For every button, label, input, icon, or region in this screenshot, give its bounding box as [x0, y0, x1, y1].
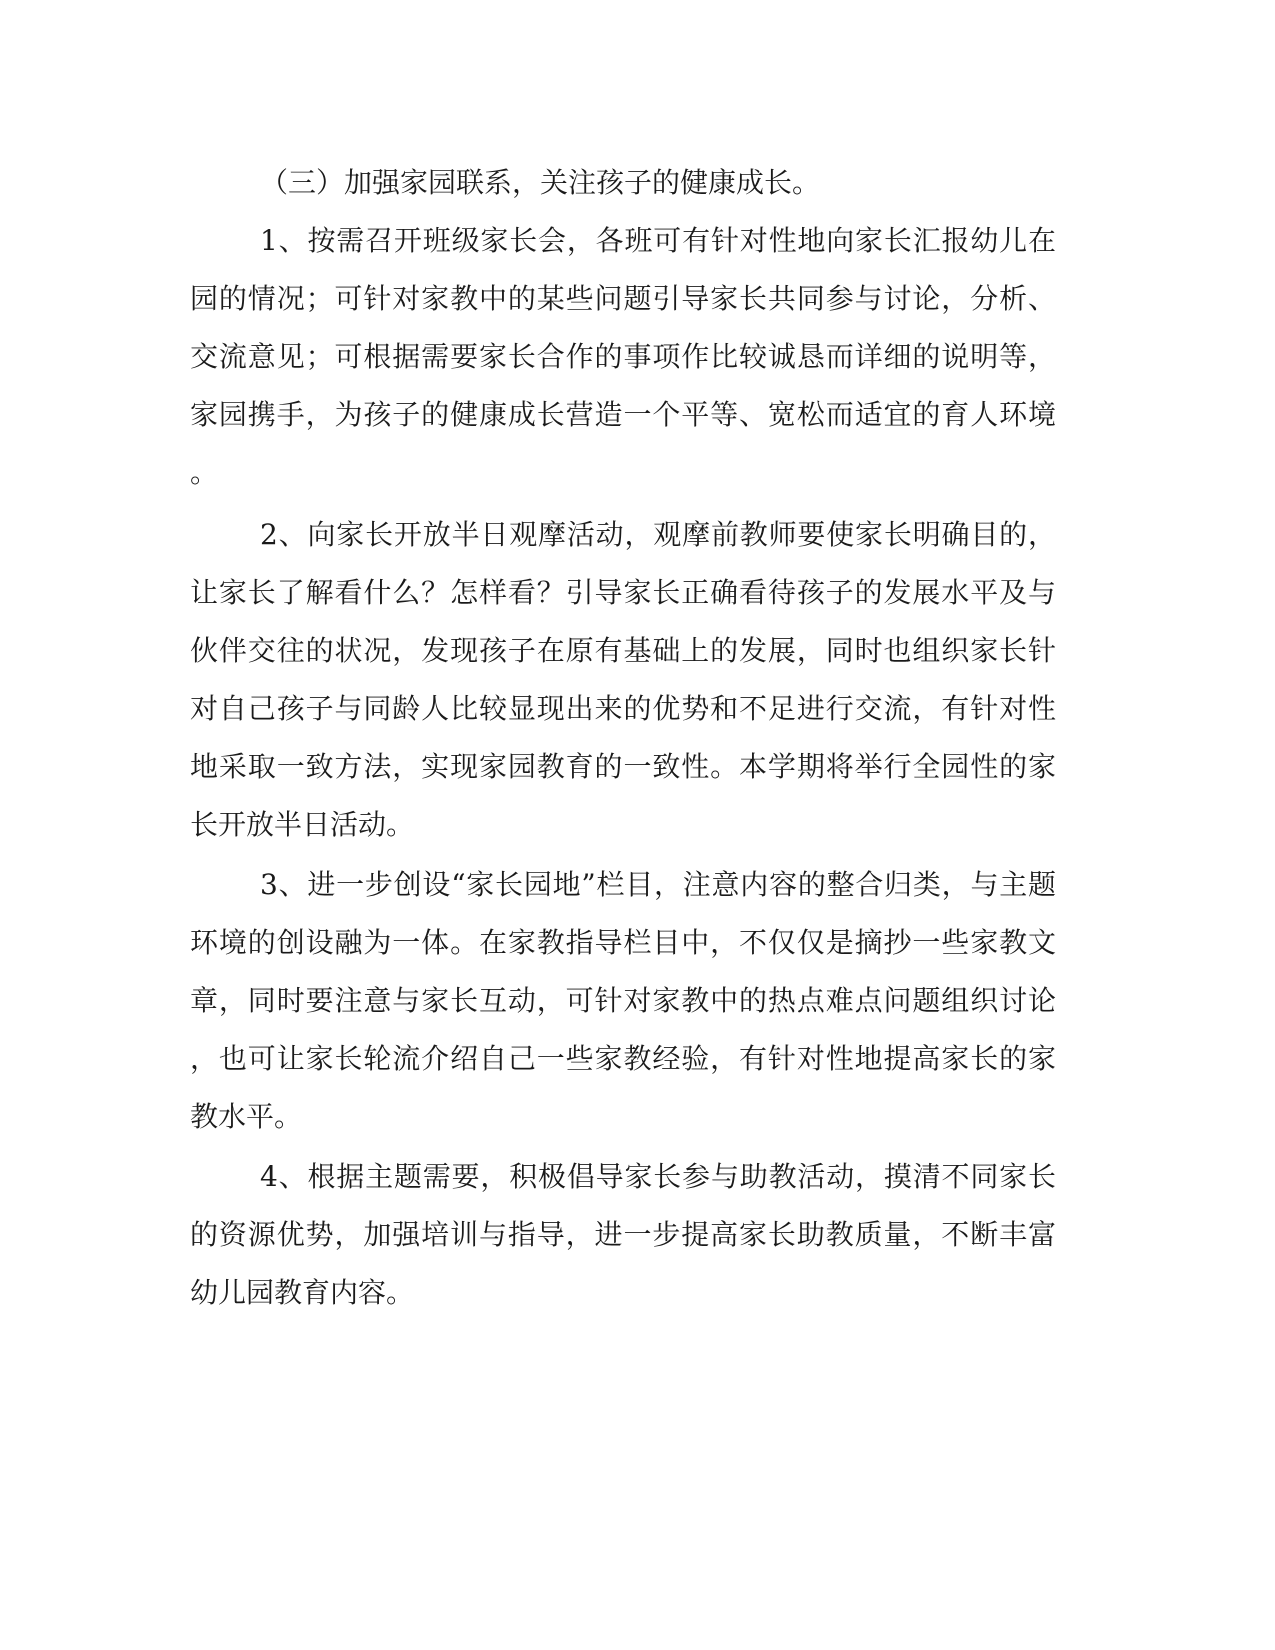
paragraph-1-line-3: 交流意见；可根据需要家长合作的事项作比较诚恳而详细的说明等，: [190, 340, 1056, 373]
paragraph-2-line-5: 地采取一致方法，实现家园教育的一致性。本学期将举行全园性的家: [190, 750, 1056, 783]
paragraph-3-line-1: 3、进一步创设“家长园地”栏目，注意内容的整合归类，与主题: [260, 868, 1056, 901]
paragraph-3-line-3: 章，同时要注意与家长互动，可针对家教中的热点难点问题组织讨论: [190, 984, 1056, 1017]
paragraph-1-line-5: 。: [190, 456, 219, 489]
paragraph-2-line-1: 2、向家长开放半日观摩活动，观摩前教师要使家长明确目的，: [260, 518, 1056, 551]
paragraph-3-line-4: ，也可让家长轮流介绍自己一些家教经验，有针对性地提高家长的家: [190, 1042, 1056, 1075]
paragraph-2-line-2: 让家长了解看什么？怎样看？引导家长正确看待孩子的发展水平及与: [190, 576, 1056, 609]
paragraph-3-line-5: 教水平。: [190, 1100, 303, 1133]
paragraph-4-line-2: 的资源优势，加强培训与指导，进一步提高家长助教质量，不断丰富: [190, 1218, 1056, 1251]
paragraph-4-line-3: 幼儿园教育内容。: [190, 1276, 415, 1309]
paragraph-1-line-1: 1、按需召开班级家长会，各班可有针对性地向家长汇报幼儿在: [260, 224, 1056, 257]
paragraph-3-line-2: 环境的创设融为一体。在家教指导栏目中，不仅仅是摘抄一些家教文: [190, 926, 1056, 959]
paragraph-2-line-6: 长开放半日活动。: [190, 808, 415, 841]
section-heading: （三）加强家园联系，关注孩子的健康成长。: [260, 166, 821, 199]
paragraph-1-line-2: 园的情况；可针对家教中的某些问题引导家长共同参与讨论，分析、: [190, 282, 1056, 315]
paragraph-2-line-3: 伙伴交往的状况，发现孩子在原有基础上的发展，同时也组织家长针: [190, 634, 1056, 667]
paragraph-2-line-4: 对自己孩子与同龄人比较显现出来的优势和不足进行交流，有针对性: [190, 692, 1056, 725]
paragraph-1-line-4: 家园携手，为孩子的健康成长营造一个平等、宽松而适宜的育人环境: [190, 398, 1056, 431]
paragraph-4-line-1: 4、根据主题需要，积极倡导家长参与助教活动，摸清不同家长: [260, 1160, 1056, 1193]
